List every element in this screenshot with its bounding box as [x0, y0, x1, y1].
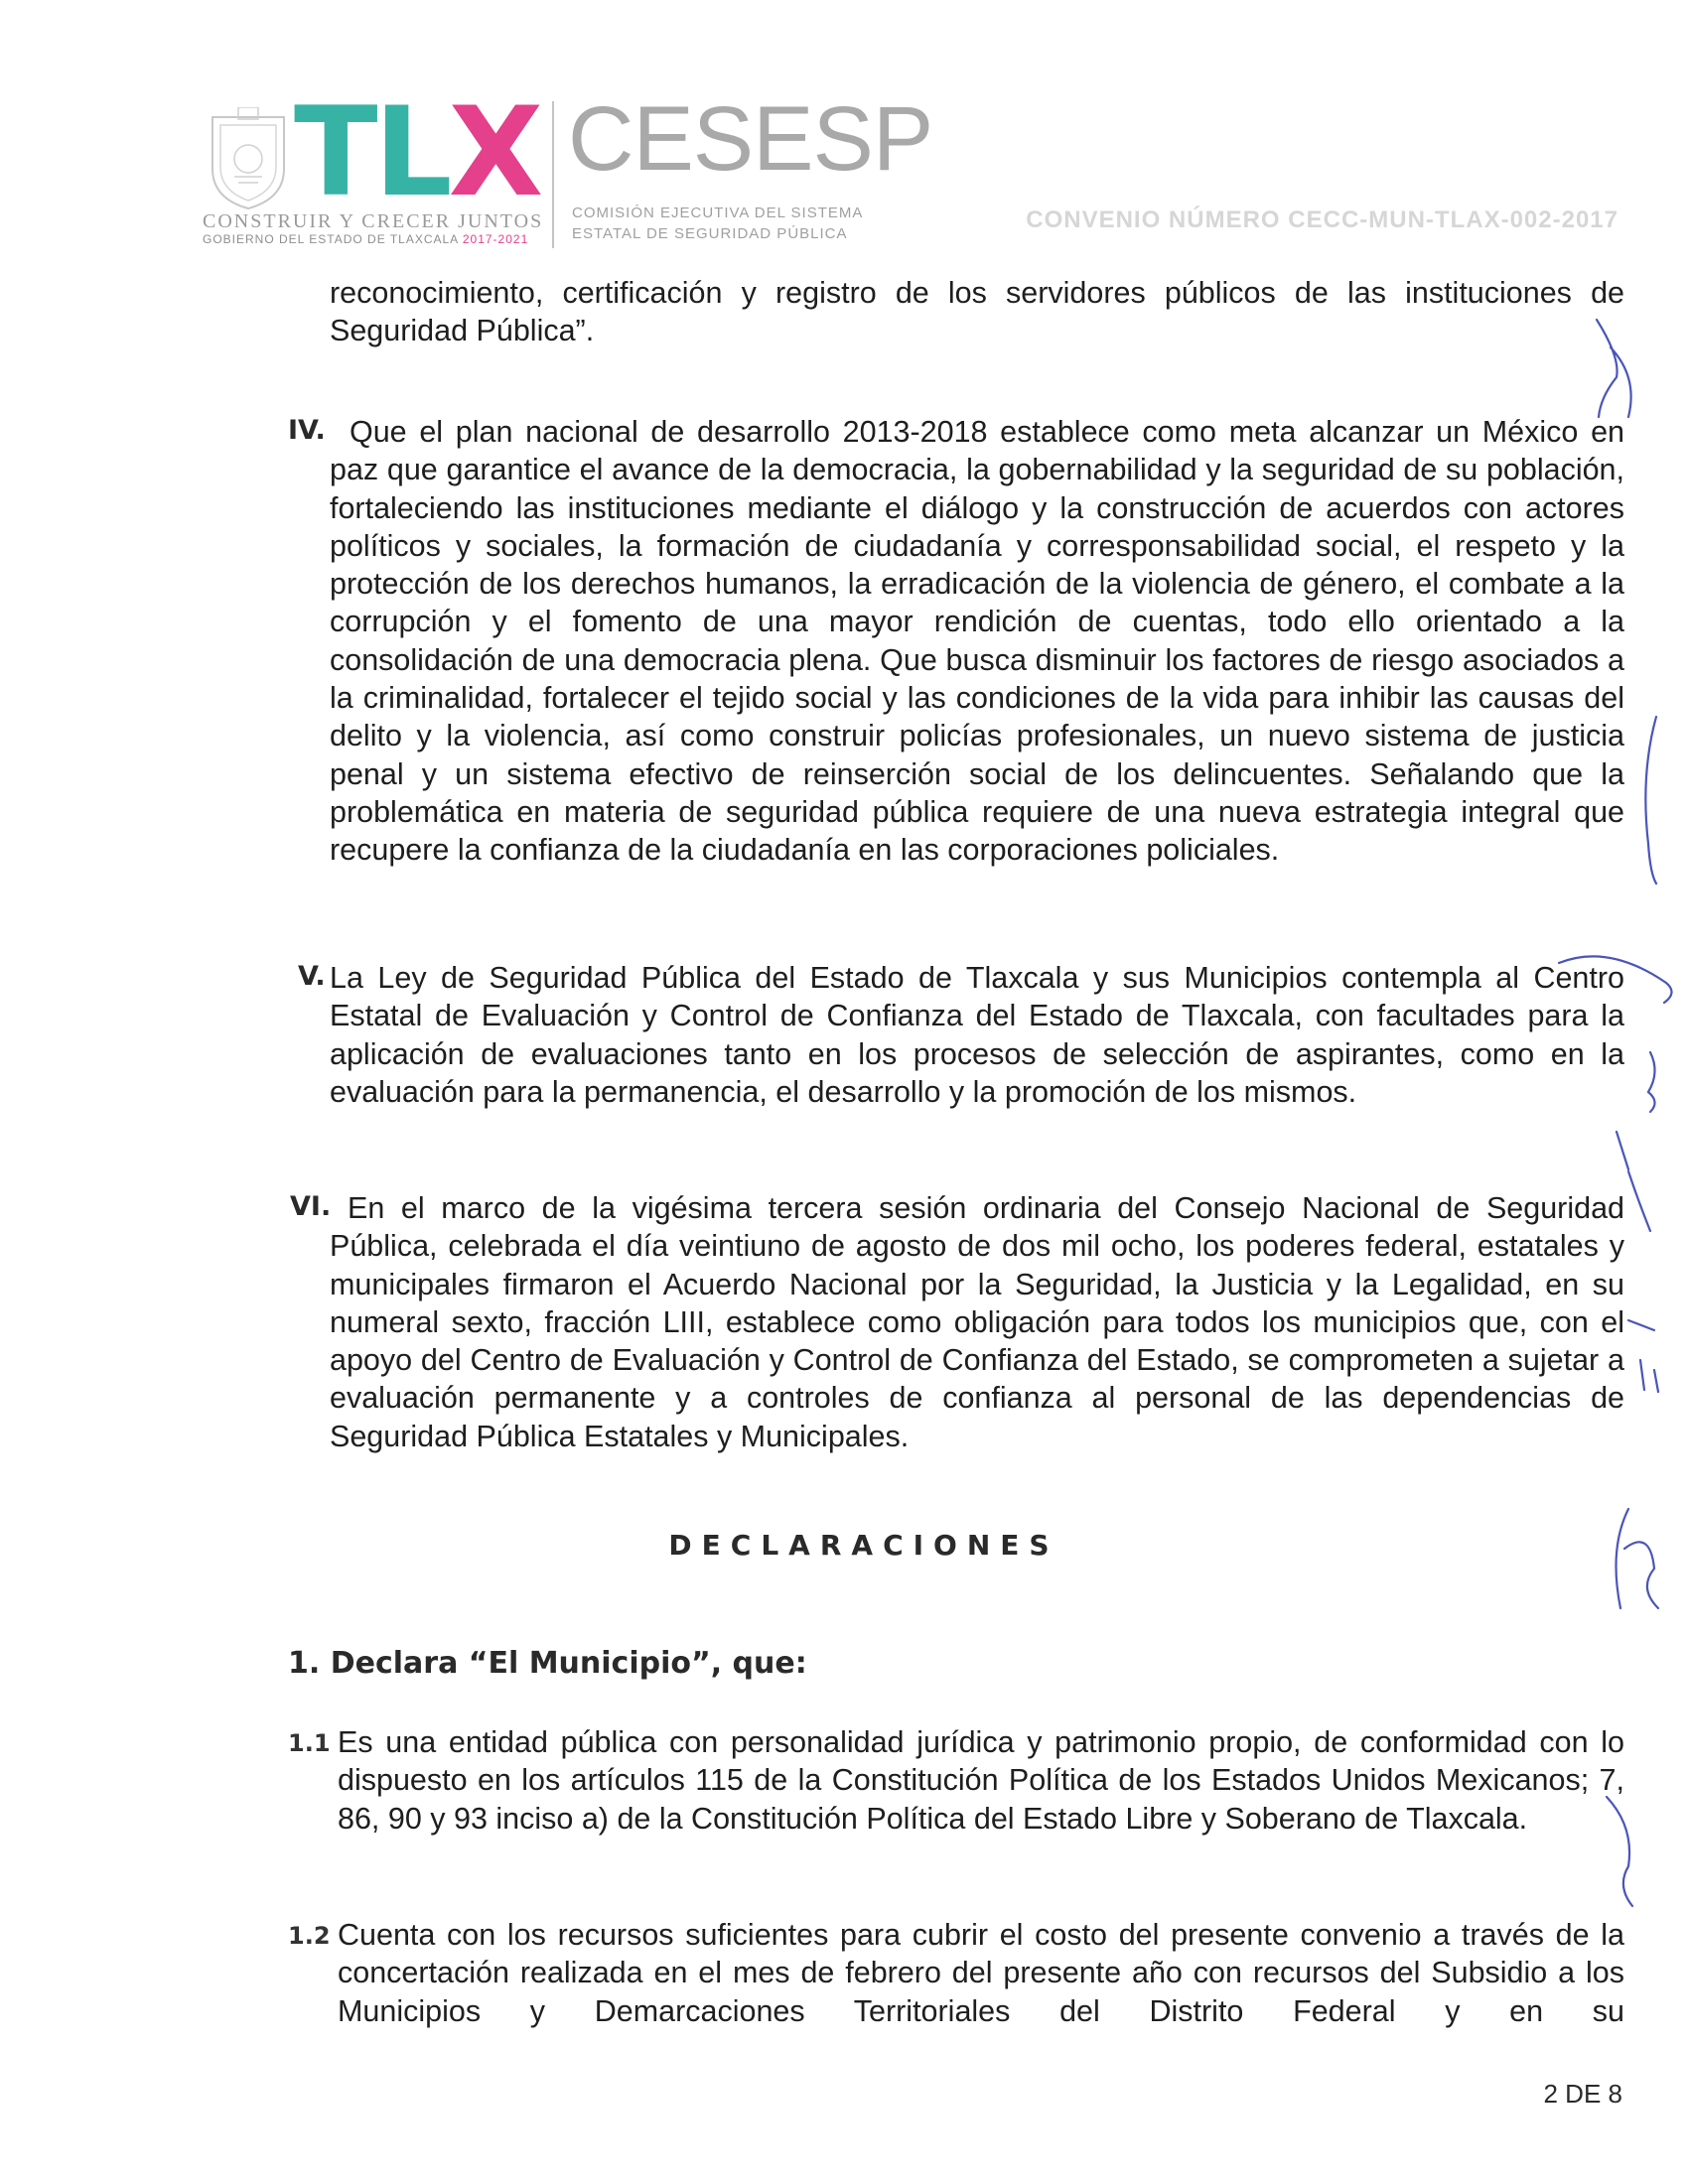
- logo-motto: CONSTRUIR Y CRECER JUNTOS: [203, 210, 544, 232]
- section-title-municipality: 1. Declara “El Municipio”, que:: [288, 1646, 807, 1681]
- initial-mark-2: [1645, 717, 1656, 884]
- item-label-v: V.: [298, 961, 326, 992]
- agency-name: [572, 203, 863, 244]
- item-text-iv: Que el plan nacional de desarrollo 2013-2018 establece como meta alcanzar un México en paz que garantice el avance de la democracia, la gobernabilidad y la seguridad de su población, fortaleciendo las instituciones mediante el diálogo y la construcción de acuerdos con actores políticos y sociales, la formación de ciudadanía y corresponsabilidad social, el respeto y la protección de los derechos humanos, la erradicación de la violencia de género, el combate a la corrupción y el fomento de una mayor rendición de cuentas, todo ello orientado a la consolidación de una democracia plena. Que busca disminuir los factores de riesgo asociados a la criminalidad, fortalecer el tejido social y las condiciones de la vida para inhibir las causas del delito y la violencia, así como construir policías profesionales, un nuevo sistema de justicia penal y un sistema efectivo de reinserción social de los delincuentes. Señalando que la problemática en materia de seguridad pública requiere de una nueva estrategia integral que recupere la confianza de la ciudadanía en las corporaciones policiales.: [330, 415, 1624, 868]
- tlx-logo: TLX: [294, 81, 540, 224]
- item-text-vi: En el marco de la vigésima tercera sesión ordinaria del Consejo Nacional de Seguridad Pública, celebrada el día veintiuno de agosto de dos mil ocho, los poderes federal, estatales y municipales firmaron el Acuerdo Nacional por la Seguridad, la Justicia y la Legalidad, en su numeral sexto, fracción LIII, establece como obligación para todos los municipios que, con el apoyo del Centro de Evaluación y Control de Confianza del Estado, se comprometen a sujetar a evaluación permanente y a controles de confianza al personal de las dependencias de Seguridad Pública Estatales y Municipales.: [330, 1191, 1624, 1453]
- item-text-v: La Ley de Seguridad Pública del Estado de Tlaxcala y sus Municipios contempla al Centro Estatal de Evaluación y Control de Confianza del Estado de Tlaxcala, con facultades para la aplicación de evaluaciones tanto en los procesos de selección de aspirantes, como en la evaluación para la permanencia, el desarrollo y la promoción de los mismos.: [330, 961, 1624, 1109]
- initial-mark-4: [1648, 1052, 1655, 1112]
- declaration-text-1-2: Cuenta con los recursos suficientes para cubrir el costo del presente convenio a través de la concertación realizada en el mes de febrero del presente año con recursos del Subsidio a los Municipios y Demarcaciones Territoriales del Distrito Federal y en su: [338, 1918, 1624, 2028]
- agency-name-line2: ESTATAL DE SEGURIDAD PÚBLICA: [572, 225, 848, 242]
- logo-government-line: [203, 232, 528, 246]
- header-divider: [552, 101, 554, 248]
- agreement-number: CONVENIO NÚMERO CECC-MUN-TLAX-002-2017: [1026, 206, 1618, 233]
- continuation-paragraph: reconocimiento, certificación y registro de los servidores públicos de las instituciones de Seguridad Pública”.: [330, 276, 1624, 348]
- item-label-vi: VI.: [290, 1191, 332, 1222]
- gov-line-text: GOBIERNO DEL ESTADO DE TLAXCALA: [203, 232, 459, 246]
- agency-logo: CESESP: [568, 88, 933, 190]
- declaration-label-1-1: 1.1: [288, 1729, 331, 1757]
- declaration-text-1-1: Es una entidad pública con personalidad jurídica y patrimonio propio, de conformidad con lo dispuesto en los artículos 115 de la Constitución Política de los Estados Unidos Mexicanos; 7, 86, 90 y 93 inciso a) de la Constitución Política del Estado Libre y Soberano de Tlaxcala.: [338, 1725, 1624, 1836]
- state-crest-icon: [205, 107, 292, 212]
- letterhead: [199, 81, 1628, 258]
- agency-name-line1: COMISIÓN EJECUTIVA DEL SISTEMA: [572, 205, 864, 221]
- page-number: 2 DE 8: [1543, 2079, 1622, 2109]
- declarations-heading: DECLARACIONES: [668, 1529, 1059, 1562]
- initial-mark-6: [1628, 1320, 1658, 1392]
- item-label-iv: IV.: [288, 415, 326, 446]
- declaration-label-1-2: 1.2: [288, 1922, 331, 1950]
- gov-years: 2017-2021: [462, 232, 529, 246]
